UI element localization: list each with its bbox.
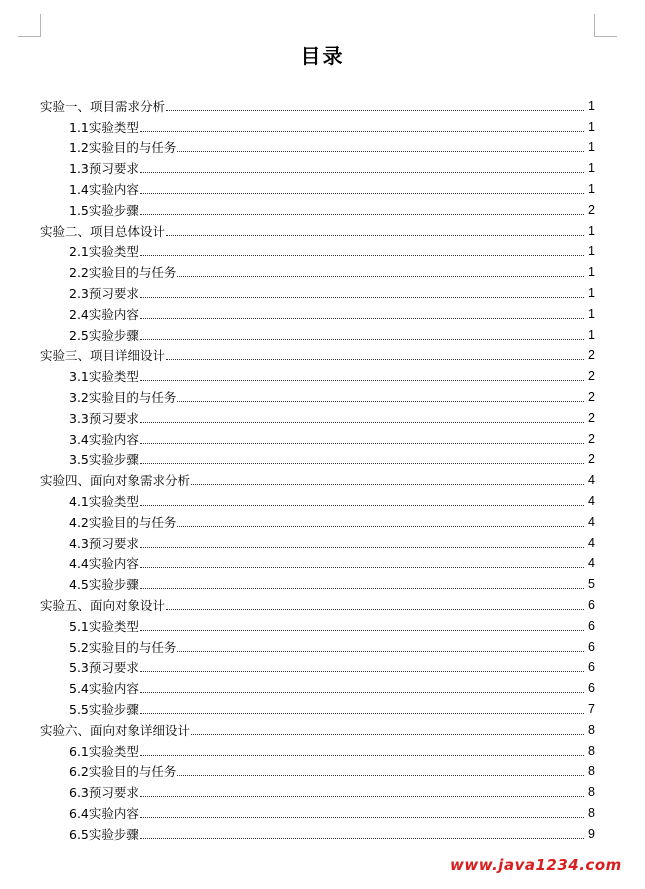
toc-page-number: 2 [588,369,595,384]
toc-section-entry[interactable] [40,759,595,780]
toc-chapter-entry[interactable] [40,467,595,488]
toc-page-number: 6 [588,639,595,654]
toc-page-number: 1 [588,223,595,238]
toc-section-entry[interactable] [40,488,595,509]
toc-entry-label: 1.5实验步骤 [69,202,139,218]
toc-chapter-entry[interactable] [40,592,595,613]
crop-mark-top-right [594,14,617,37]
toc-entry-label: 2.2实验目的与任务 [69,265,177,281]
toc-entry-label: 3.1实验类型 [69,369,139,385]
toc-dot-leader [166,608,584,610]
toc-page-number: 4 [588,493,595,508]
toc-entry-label: 实验五、面向对象设计 [40,597,166,613]
toc-entry-label: 5.1实验类型 [69,618,139,634]
toc-page-number: 1 [588,306,595,321]
toc-page-number: 8 [588,764,595,779]
toc-page-number: 1 [588,119,595,134]
toc-dot-leader [140,421,584,423]
toc-dot-leader [140,338,584,340]
toc-entry-label: 6.5实验步骤 [69,826,139,842]
toc-section-entry[interactable] [40,821,595,842]
toc-section-entry[interactable] [40,447,595,468]
toc-entry-label: 实验一、项目需求分析 [40,98,166,114]
toc-page-number: 8 [588,722,595,737]
toc-dot-leader [177,525,584,527]
toc-entry-label: 4.1实验类型 [69,493,139,509]
toc-dot-leader [140,192,584,194]
toc-page-number: 8 [588,743,595,758]
toc-entry-label: 6.4实验内容 [69,805,139,821]
toc-dot-leader [177,650,584,652]
table-of-contents [40,93,595,842]
toc-page-number: 2 [588,431,595,446]
toc-dot-leader [140,629,584,631]
toc-entry-label: 1.3预习要求 [69,161,139,177]
toc-section-entry[interactable] [40,800,595,821]
toc-entry-label: 3.3预习要求 [69,410,139,426]
toc-dot-leader [166,109,584,111]
toc-section-entry[interactable] [40,696,595,717]
toc-entry-label: 1.4实验内容 [69,181,139,197]
toc-page-number: 2 [588,202,595,217]
toc-entry-label: 实验三、项目详细设计 [40,348,166,364]
toc-entry-label: 3.4实验内容 [69,431,139,447]
toc-section-entry[interactable] [40,509,595,530]
toc-page-number: 1 [588,161,595,176]
toc-section-entry[interactable] [40,114,595,135]
toc-page-number: 8 [588,785,595,800]
toc-entry-label: 2.4实验内容 [69,306,139,322]
toc-section-entry[interactable] [40,738,595,759]
toc-dot-leader [140,712,584,714]
toc-entry-label: 5.4实验内容 [69,681,139,697]
toc-dot-leader [140,837,584,839]
toc-dot-leader [177,275,584,277]
toc-page-number: 1 [588,98,595,113]
toc-dot-leader [140,442,584,444]
toc-page-number: 9 [588,826,595,841]
toc-dot-leader [140,213,584,215]
toc-page-number: 6 [588,597,595,612]
toc-page-number: 2 [588,389,595,404]
toc-entry-label: 5.5实验步骤 [69,701,139,717]
toc-page-number: 6 [588,660,595,675]
toc-dot-leader [140,670,584,672]
toc-page-number: 2 [588,410,595,425]
toc-entry-label: 2.1实验类型 [69,244,139,260]
toc-dot-leader [140,691,584,693]
toc-entry-label: 1.1实验类型 [69,119,139,135]
toc-entry-label: 5.3预习要求 [69,660,139,676]
toc-entry-label: 4.4实验内容 [69,556,139,572]
toc-chapter-entry[interactable] [40,93,595,114]
toc-section-entry[interactable] [40,176,595,197]
toc-dot-leader [166,234,584,236]
page-title: 目录 [300,44,345,68]
toc-section-entry[interactable] [40,135,595,156]
toc-entry-label: 实验四、面向对象需求分析 [40,473,191,489]
toc-page-number: 1 [588,140,595,155]
toc-chapter-entry[interactable] [40,343,595,364]
crop-mark-top-left [18,14,41,37]
toc-dot-leader [140,379,584,381]
toc-dot-leader [191,733,584,735]
toc-dot-leader [140,587,584,589]
toc-dot-leader [140,566,584,568]
toc-dot-leader [140,754,584,756]
toc-section-entry[interactable] [40,239,595,260]
toc-dot-leader [140,504,584,506]
toc-page-number: 4 [588,556,595,571]
toc-page-number: 2 [588,452,595,467]
toc-dot-leader [140,254,584,256]
toc-entry-label: 实验六、面向对象详细设计 [40,722,191,738]
toc-page-number: 4 [588,514,595,529]
toc-dot-leader [166,358,584,360]
toc-section-entry[interactable] [40,530,595,551]
toc-entry-label: 5.2实验目的与任务 [69,639,177,655]
toc-dot-leader [140,171,584,173]
toc-section-entry[interactable] [40,259,595,280]
toc-dot-leader [140,317,584,319]
toc-dot-leader [140,816,584,818]
toc-entry-label: 3.5实验步骤 [69,452,139,468]
toc-entry-label: 6.1实验类型 [69,743,139,759]
toc-section-entry[interactable] [40,655,595,676]
toc-section-entry[interactable] [40,197,595,218]
toc-dot-leader [140,795,584,797]
toc-entry-label: 1.2实验目的与任务 [69,140,177,156]
toc-section-entry[interactable] [40,551,595,572]
toc-dot-leader [191,483,584,485]
toc-section-entry[interactable] [40,155,595,176]
toc-page-number: 5 [588,577,595,592]
toc-entry-label: 6.3预习要求 [69,785,139,801]
toc-section-entry[interactable] [40,634,595,655]
toc-page-number: 2 [588,348,595,363]
toc-entry-label: 2.3预习要求 [69,285,139,301]
toc-page-number: 4 [588,473,595,488]
toc-page-number: 1 [588,285,595,300]
toc-entry-label: 3.2实验目的与任务 [69,389,177,405]
toc-page-number: 1 [588,244,595,259]
toc-section-entry[interactable] [40,363,595,384]
toc-dot-leader [140,296,584,298]
toc-section-entry[interactable] [40,426,595,447]
toc-entry-label: 6.2实验目的与任务 [69,764,177,780]
toc-section-entry[interactable] [40,571,595,592]
toc-page-number: 7 [588,701,595,716]
toc-page-number: 4 [588,535,595,550]
toc-dot-leader [177,774,584,776]
toc-section-entry[interactable] [40,405,595,426]
toc-page-number: 1 [588,181,595,196]
toc-entry-label: 4.5实验步骤 [69,577,139,593]
toc-chapter-entry[interactable] [40,218,595,239]
toc-section-entry[interactable] [40,675,595,696]
toc-section-entry[interactable] [40,779,595,800]
toc-chapter-entry[interactable] [40,717,595,738]
toc-section-entry[interactable] [40,613,595,634]
toc-page-number: 1 [588,327,595,342]
toc-dot-leader [140,462,584,464]
toc-entry-label: 4.2实验目的与任务 [69,514,177,530]
toc-dot-leader [177,400,584,402]
toc-page-number: 8 [588,805,595,820]
toc-dot-leader [177,150,584,152]
toc-page-number: 1 [588,265,595,280]
toc-section-entry[interactable] [40,301,595,322]
toc-section-entry[interactable] [40,322,595,343]
toc-entry-label: 2.5实验步骤 [69,327,139,343]
toc-page-number: 6 [588,618,595,633]
toc-dot-leader [140,130,584,132]
toc-entry-label: 实验二、项目总体设计 [40,223,166,239]
toc-section-entry[interactable] [40,280,595,301]
toc-page-number: 6 [588,681,595,696]
toc-dot-leader [140,546,584,548]
toc-section-entry[interactable] [40,384,595,405]
watermark: www.java1234.com [450,856,622,874]
toc-entry-label: 4.3预习要求 [69,535,139,551]
